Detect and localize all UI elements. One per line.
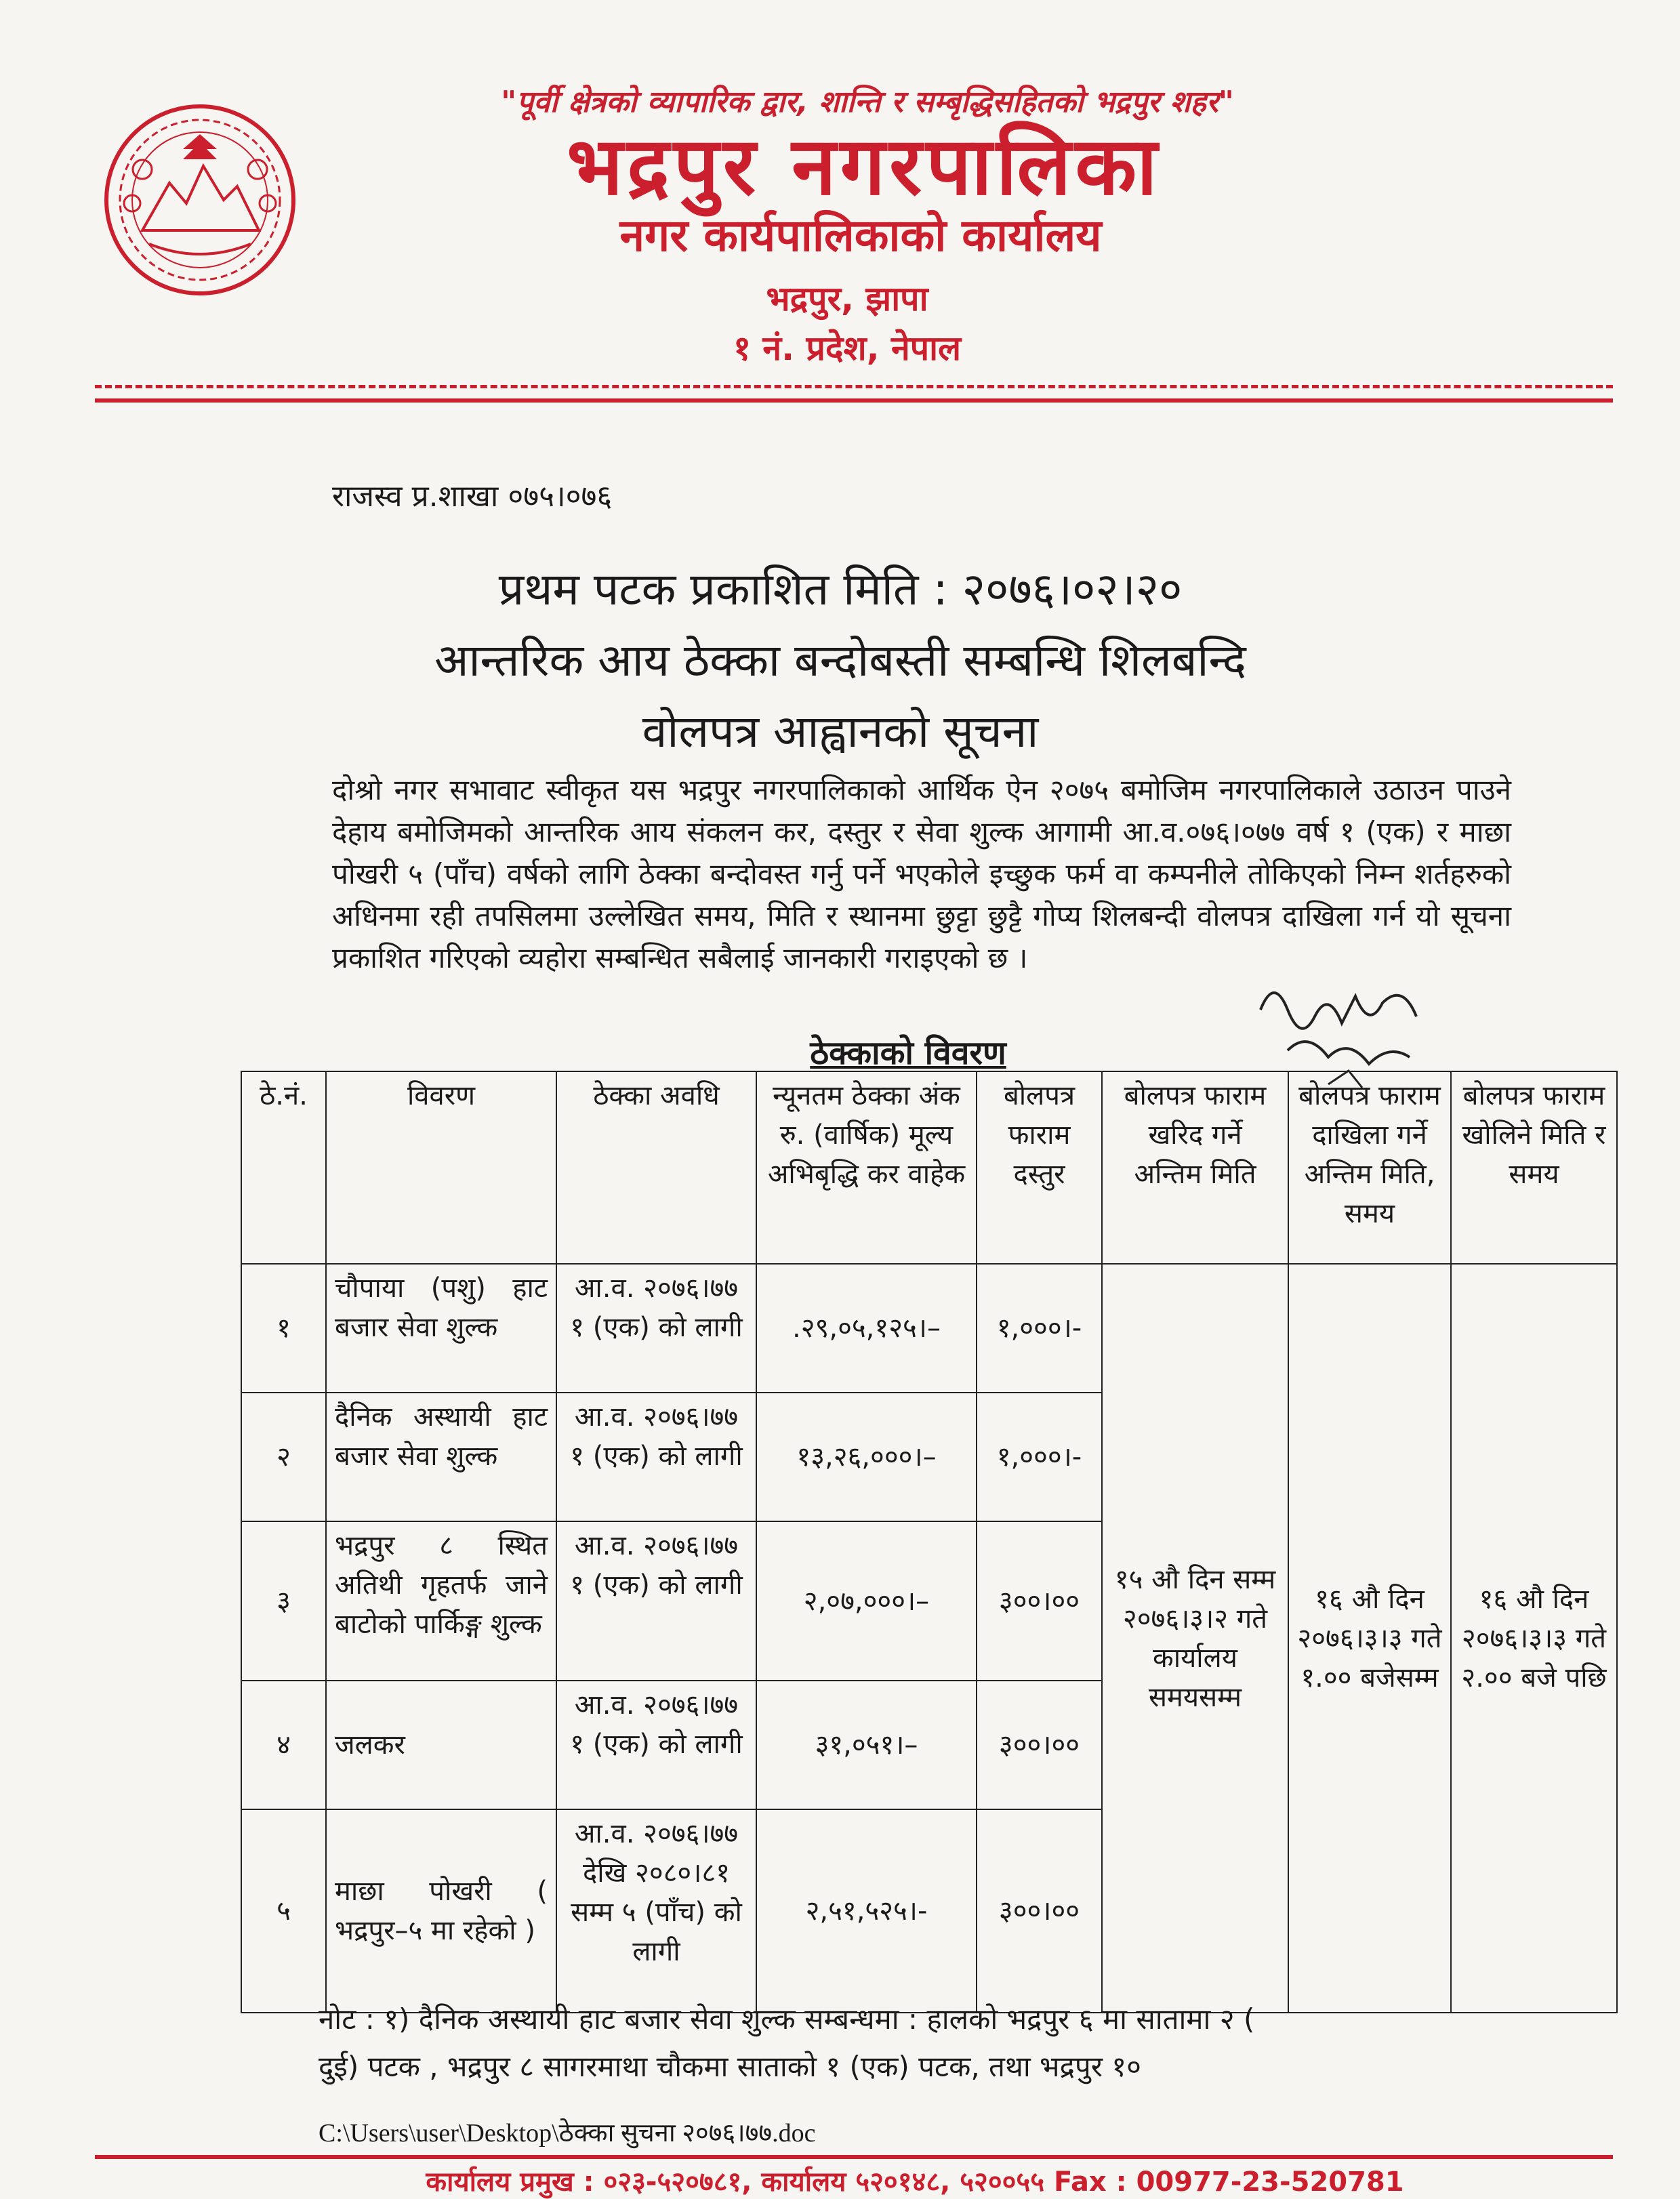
submit-deadline-cell: १६ औ दिन २०७६।३।३ गते १.०० बजेसम्म xyxy=(1288,1264,1451,2013)
publish-date-title: प्रथम पटक प्रकाशित मिति : २०७६।०२।२० xyxy=(498,563,1183,615)
row-description: दैनिक अस्थायी हाट बजार सेवा शुल्क xyxy=(326,1393,556,1521)
row-fee: ३००।०० xyxy=(977,1521,1102,1681)
row-description: चौपाया (पशु) हाट बजार सेवा शुल्क xyxy=(326,1264,556,1393)
header-opening-time: बोलपत्र फाराम खोलिने मिति र समय xyxy=(1451,1071,1617,1264)
row-fee: १,०००।- xyxy=(977,1264,1102,1393)
row-amount: १३,२६,०००।– xyxy=(756,1393,977,1521)
footer-rule xyxy=(95,2155,1613,2159)
org-name: भद्रपुर नगरपालिका xyxy=(567,119,1162,213)
row-description: माछा पोखरी ( भद्रपुर–५ मा रहेको ) xyxy=(326,1809,556,2013)
header-form-fee: बोलपत्र फाराम दस्तुर xyxy=(977,1071,1102,1264)
row-no: १ xyxy=(241,1264,326,1393)
row-amount: ३१,०५१।– xyxy=(756,1681,977,1809)
purchase-deadline-cell: १५ औ दिन सम्म २०७६।३।२ गते कार्यालय समयसम्म xyxy=(1102,1264,1288,2013)
contract-table xyxy=(241,1071,1618,2013)
row-fee: ३००।०० xyxy=(977,1681,1102,1809)
note-line1: नोट : १) दैनिक अस्थायी हाट बजार सेवा शुल्क सम्बन्धमा : हालको भद्रपुर ६ मा सातामा २ ( xyxy=(319,2002,1255,2036)
note-line2: दुई) पटक , भद्रपुर ८ सागरमाथा चौकमा साताको १ (एक) पटक, तथा भद्रपुर १० xyxy=(319,2050,1141,2083)
footer-contact: कार्यालय प्रमुख : ०२३-५२०७८१, कार्यालय ५२०१४८, ५२००५५ Fax : 00977-23-520781 xyxy=(426,2166,1404,2198)
table-row xyxy=(241,1264,1617,1393)
header-dashed-rule xyxy=(95,385,1613,388)
notice-paragraph: दोश्रो नगर सभावाट स्वीकृत यस भद्रपुर नगरपालिकाको आर्थिक ऐन २०७५ बमोजिम नगरपालिकाले उठाउन पाउने देहाय बमोजिमको आन्तरिक आय संकलन कर, दस्तुर र सेवा शुल्क आगामी आ.व.०७६।०७७ वर्ष १ (एक) र माछा पोखरी ५ (पाँच) वर्षको लागि ठेक्का बन्दोवस्त गर्नु पर्ने भएकोले इच्छुक फर्म वा कम्पनीले तोकिएको निम्न शर्तहरुको अधिनमा रही तपसिलमा उल्लेखित समय, मिति र स्थानमा छुट्टा छुट्टै गोप्य शिलबन्दी वोलपत्र दाखिला गर्न यो सूचना प्रकाशित गरिएको व्यहोरा सम्बन्धित सबैलाई जानकारी गराइएको छ । xyxy=(332,773,1511,974)
reference-number: राजस्व प्र.शाखा ०७५।०७६ xyxy=(332,479,613,514)
row-description: जलकर xyxy=(326,1681,556,1809)
notice-subtitle: वोलपत्र आह्वानको सूचना xyxy=(642,705,1039,758)
address-line1: भद्रपुर, झापा xyxy=(766,279,928,318)
header-purchase-deadline: बोलपत्र फाराम खरिद गर्ने अन्तिम मिति xyxy=(1102,1071,1288,1264)
header-description: विवरण xyxy=(326,1071,556,1264)
row-amount: २,५१,५२५।- xyxy=(756,1809,977,2013)
header-submit-deadline: बोलपत्र फाराम दाखिला गर्ने अन्तिम मिति, समय xyxy=(1288,1071,1451,1264)
opening-time-cell: १६ औ दिन २०७६।३।३ गते २.०० बजे पछि xyxy=(1451,1264,1617,2013)
row-amount: .२९,०५,१२५।– xyxy=(756,1264,977,1393)
row-no: ४ xyxy=(241,1681,326,1809)
motto: "पूर्वी क्षेत्रको व्यापारिक द्वार, शान्ति र सम्बृद्धिसहितको भद्रपुर शहर" xyxy=(501,85,1234,119)
header-minimum-amount: न्यूनतम ठेक्का अंक रु. (वार्षिक) मूल्य अभिबृद्धि कर वाहेक xyxy=(756,1071,977,1264)
row-amount: २,०७,०००।– xyxy=(756,1521,977,1681)
row-no: २ xyxy=(241,1393,326,1521)
row-period: आ.व. २०७६।७७ १ (एक) को लागी xyxy=(556,1393,756,1521)
row-fee: ३००।०० xyxy=(977,1809,1102,2013)
header-period: ठेक्का अवधि xyxy=(556,1071,756,1264)
header-solid-rule xyxy=(95,398,1613,403)
row-fee: १,०००।- xyxy=(977,1393,1102,1521)
notice-title: आन्तरिक आय ठेक्का बन्दोबस्ती सम्बन्धि शिलबन्दि xyxy=(434,634,1246,686)
row-period: आ.व. २०७६।७७ १ (एक) को लागी xyxy=(556,1681,756,1809)
row-period: आ.व. २०७६।७७ देखि २०८०।८१ सम्म ५ (पाँच) को लागी xyxy=(556,1809,756,2013)
address-line2: १ नं. प्रदेश, नेपाल xyxy=(733,329,961,368)
nepal-government-emblem-icon xyxy=(102,102,298,298)
row-no: ५ xyxy=(241,1809,326,2013)
file-path: C:\Users\user\Desktop\ठेक्का सुचना २०७६।७७.doc xyxy=(319,2119,816,2147)
table-header-row xyxy=(241,1071,1617,1264)
header-contract-no: ठे.नं. xyxy=(241,1071,326,1264)
row-description: भद्रपुर ८ स्थित अतिथी गृहतर्फ जाने बाटोको पार्किङ्ग शुल्क xyxy=(326,1521,556,1681)
row-period: आ.व. २०७६।७७ १ (एक) को लागी xyxy=(556,1264,756,1393)
row-period: आ.व. २०७६।७७ १ (एक) को लागी xyxy=(556,1521,756,1681)
row-no: ३ xyxy=(241,1521,326,1681)
office-name: नगर कार्यपालिकाको कार्यालय xyxy=(619,209,1102,262)
table-heading: ठेक्काको विवरण xyxy=(810,1034,1006,1072)
